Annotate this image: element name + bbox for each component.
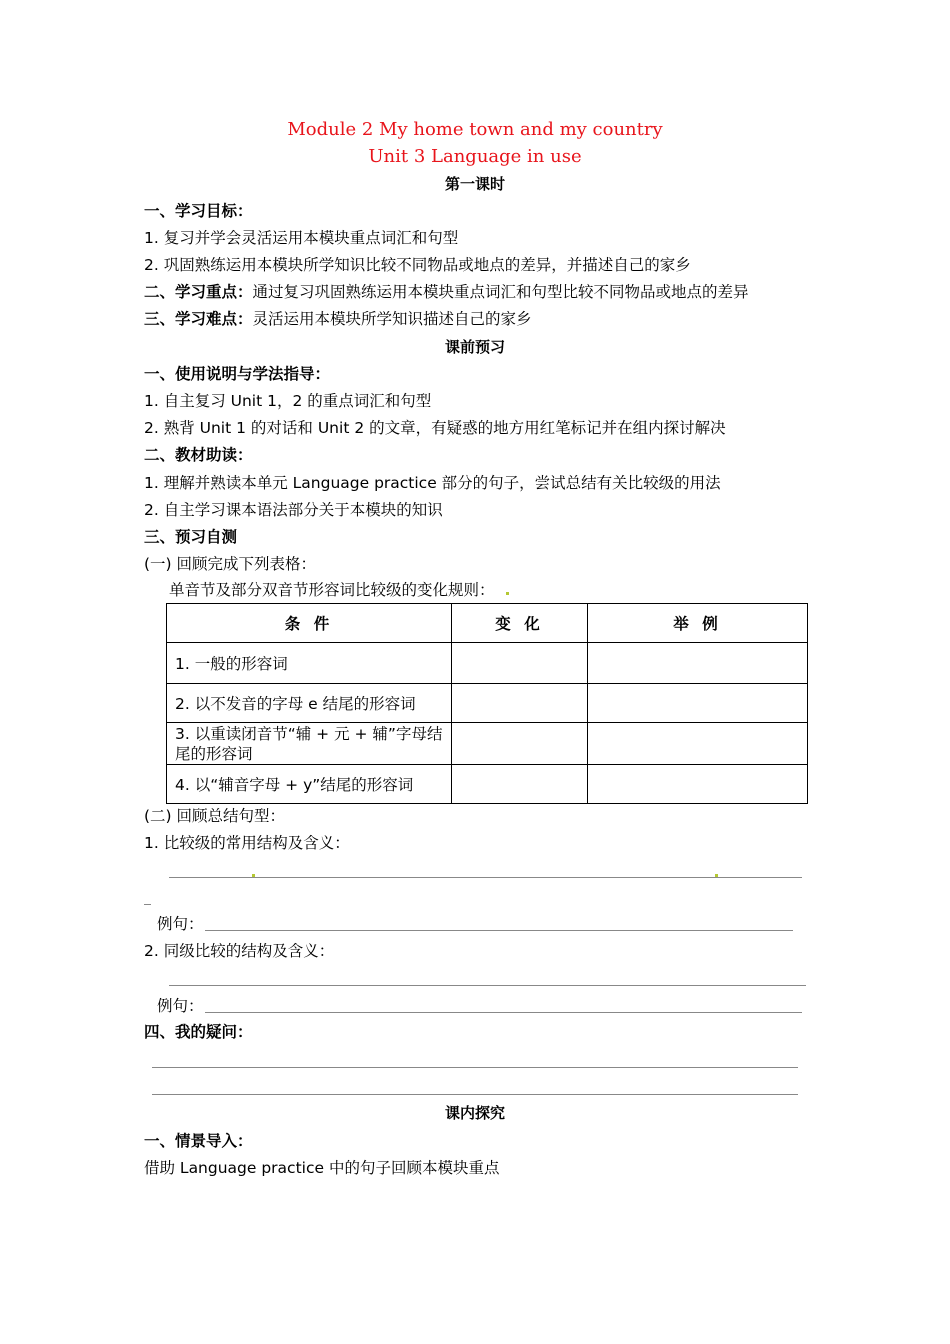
answer-line-1[interactable] bbox=[169, 877, 802, 878]
marker-dot bbox=[252, 874, 255, 877]
objectives-heading: 一、学习目标： bbox=[144, 202, 253, 220]
key-points-text: 通过复习巩固熟练运用本模块重点词汇和句型比较不同物品或地点的差异 bbox=[252, 283, 749, 301]
doubt-line-2[interactable] bbox=[152, 1094, 798, 1095]
objective-item-2: 2. 巩固熟练运用本模块所学知识比较不同物品或地点的差异，并描述自己的家乡 bbox=[144, 256, 691, 274]
selftest-heading: 三、预习自测 bbox=[144, 528, 238, 546]
doubt-heading: 四、我的疑问： bbox=[144, 1023, 253, 1041]
lesson-label: 第一课时 bbox=[444, 175, 505, 193]
example-label-1: 例句： bbox=[157, 915, 204, 933]
part1-label: (一) 回顾完成下列表格： bbox=[144, 555, 317, 573]
textbook-item-2: 2. 自主学习课本语法部分关于本模块的知识 bbox=[144, 501, 443, 519]
textbook-item-1: 1. 理解并熟读本单元 Language practice 部分的句子，尝试总结有关比较级的用法 bbox=[144, 474, 721, 492]
marker-dot bbox=[506, 592, 509, 595]
example-line-1[interactable] bbox=[205, 930, 793, 931]
answer-line-stub bbox=[144, 904, 151, 905]
example-cell[interactable] bbox=[588, 684, 808, 723]
header-condition: 条 件 bbox=[167, 604, 452, 643]
intro-heading: 一、情景导入： bbox=[144, 1132, 253, 1150]
marker-dot bbox=[715, 874, 718, 877]
key-points-label: 二、学习重点： bbox=[144, 283, 253, 301]
row-condition: 4. 以“辅音字母 + y”结尾的形容词 bbox=[167, 765, 452, 804]
table-header-row bbox=[167, 604, 808, 643]
difficult-points-label: 三、学习难点： bbox=[144, 310, 253, 328]
guide-item-1: 1. 自主复习 Unit 1，2 的重点词汇和句型 bbox=[144, 392, 432, 410]
table-caption: 单音节及部分双音节形容词比较级的变化规则： bbox=[169, 581, 495, 599]
change-cell[interactable] bbox=[452, 643, 588, 684]
guide-heading: 一、使用说明与学法指导： bbox=[144, 365, 331, 383]
unit-title: Unit 3 Language in use bbox=[368, 146, 582, 167]
example-cell[interactable] bbox=[588, 723, 808, 765]
table-row bbox=[167, 765, 808, 804]
inclass-heading: 课内探究 bbox=[444, 1104, 505, 1122]
intro-text: 借助 Language practice 中的句子回顾本模块重点 bbox=[144, 1159, 500, 1177]
objective-item-1: 1. 复习并学会灵活运用本模块重点词汇和句型 bbox=[144, 229, 459, 247]
difficult-points bbox=[144, 309, 532, 329]
comparative-rules-table bbox=[166, 603, 808, 804]
change-cell[interactable] bbox=[452, 723, 588, 765]
preview-heading: 课前预习 bbox=[444, 338, 505, 356]
doubt-line-1[interactable] bbox=[152, 1067, 798, 1068]
part2-label: (二) 回顾总结句型： bbox=[144, 807, 286, 825]
header-change: 变 化 bbox=[452, 604, 588, 643]
row-condition: 1. 一般的形容词 bbox=[167, 643, 452, 684]
header-example: 举 例 bbox=[588, 604, 808, 643]
row-condition: 3. 以重读闭音节“辅 + 元 + 辅”字母结尾的形容词 bbox=[167, 723, 452, 765]
example-cell[interactable] bbox=[588, 643, 808, 684]
question-2: 2. 同级比较的结构及含义： bbox=[144, 942, 335, 960]
textbook-heading: 二、教材助读： bbox=[144, 446, 253, 464]
table-row bbox=[167, 723, 808, 765]
example-cell[interactable] bbox=[588, 765, 808, 804]
module-title: Module 2 My home town and my country bbox=[287, 119, 663, 140]
change-cell[interactable] bbox=[452, 684, 588, 723]
key-points bbox=[144, 282, 749, 302]
difficult-points-text: 灵活运用本模块所学知识描述自己的家乡 bbox=[252, 310, 532, 328]
table-row bbox=[167, 643, 808, 684]
answer-line-2[interactable] bbox=[169, 985, 806, 986]
row-condition: 2. 以不发音的字母 e 结尾的形容词 bbox=[167, 684, 452, 723]
change-cell[interactable] bbox=[452, 765, 588, 804]
guide-item-2: 2. 熟背 Unit 1 的对话和 Unit 2 的文章，有疑惑的地方用红笔标记并在组内探讨解决 bbox=[144, 419, 726, 437]
question-1: 1. 比较级的常用结构及含义： bbox=[144, 834, 350, 852]
example-label-2: 例句： bbox=[157, 997, 204, 1015]
table-row bbox=[167, 684, 808, 723]
example-line-2[interactable] bbox=[205, 1012, 802, 1013]
